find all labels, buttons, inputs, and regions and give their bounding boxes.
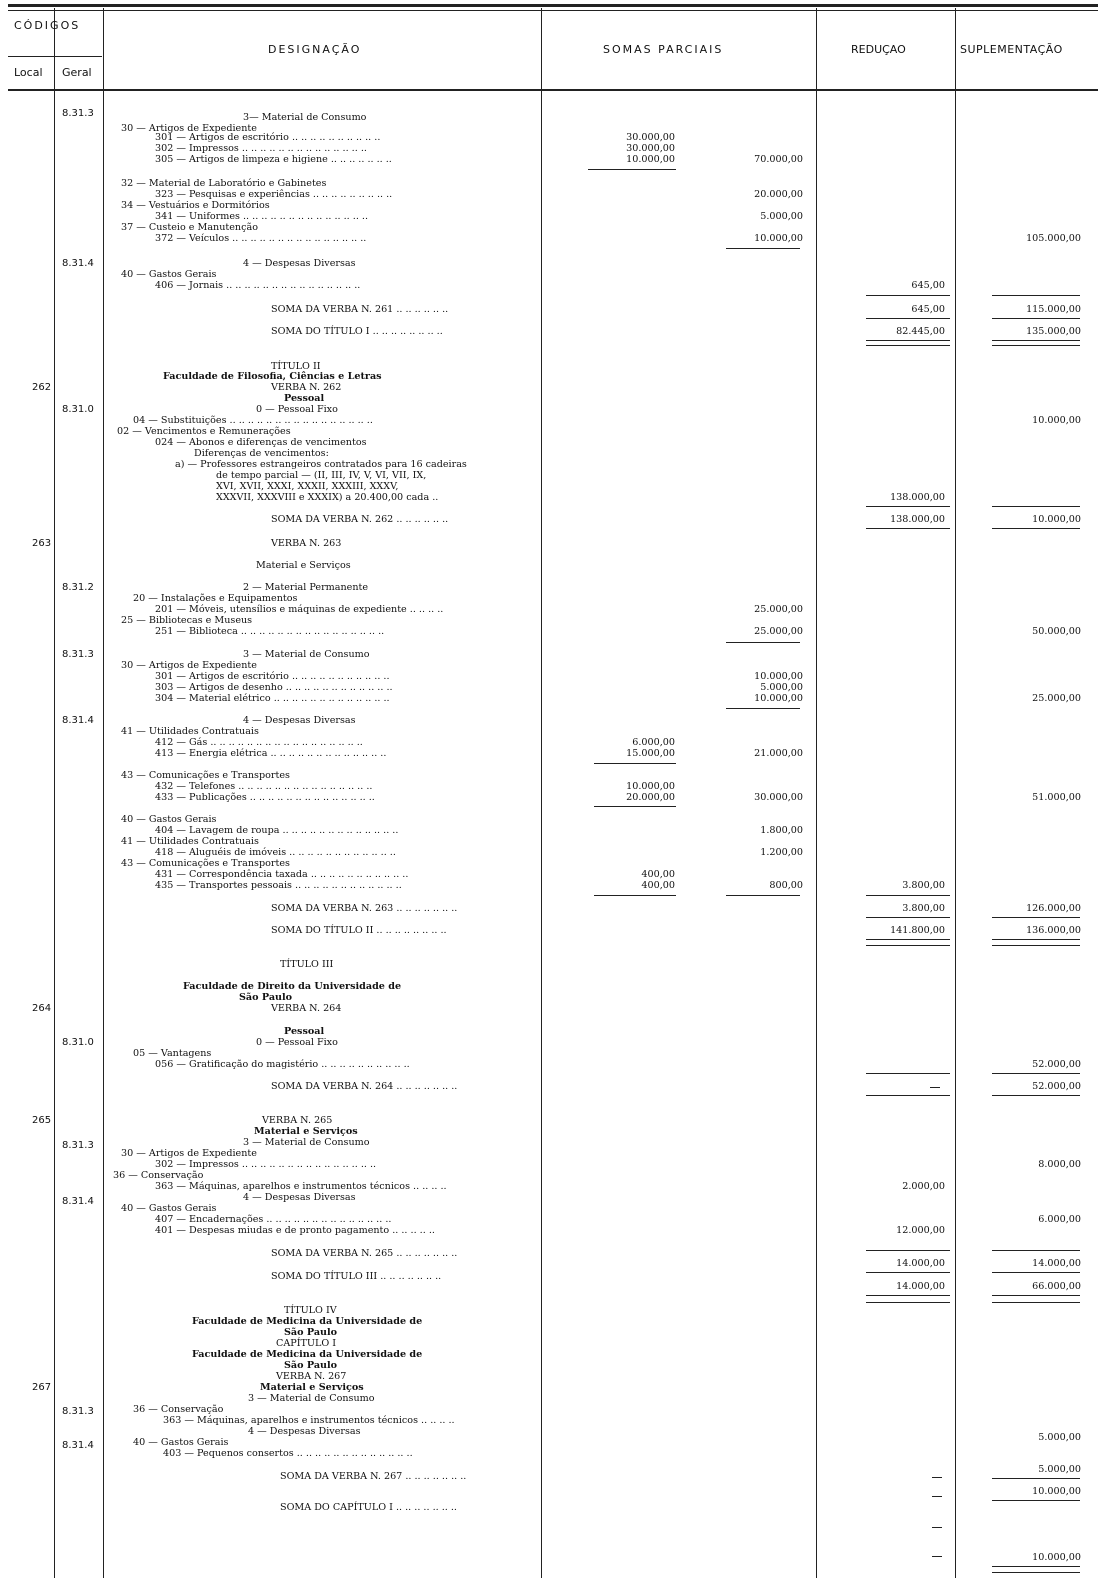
suplementacao-value: 10.000,00 [1032, 1552, 1081, 1563]
designacao-line: 4 — Despesas Diversas [243, 1192, 356, 1203]
top-rule-thin [8, 10, 1098, 11]
somas-parciais-value: 400,00 [641, 869, 675, 880]
designacao-line: 3 — Material de Consumo [243, 649, 370, 660]
sum-rule [992, 1295, 1080, 1296]
sum-rule [866, 1295, 950, 1296]
sum-rule [992, 1500, 1080, 1501]
designacao-line: CAPÍTULO I [276, 1338, 337, 1349]
designacao-line: 363 — Máquinas, aparelhos e instrumentos técnicos .. .. .. .. [155, 1181, 447, 1192]
reducao-value: 141.800,00 [890, 925, 945, 936]
suplementacao-value: 14.000,00 [1032, 1258, 1081, 1269]
somas-parciais-subtotal: 25.000,00 [754, 626, 803, 637]
sum-rule [992, 340, 1080, 341]
designacao-line: 20 — Instalações e Equipamentos [133, 593, 298, 604]
designacao-line: 40 — Gastos Gerais [121, 814, 217, 825]
header-designacao: DESIGNAÇÃO [268, 43, 362, 56]
reducao-value: 645,00 [911, 304, 945, 315]
nil-dash [930, 1087, 940, 1088]
somas-parciais-subtotal: 20.000,00 [754, 189, 803, 200]
designacao-line: 302 — Impressos .. .. .. .. .. .. .. .. .. .. .. .. .. .. .. [155, 1159, 377, 1170]
somas-parciais-value: 15.000,00 [626, 748, 675, 759]
reducao-value: 2.000,00 [902, 1181, 945, 1192]
designacao-line: 056 — Gratificação do magistério .. .. .. .. .. .. .. .. .. .. [155, 1059, 410, 1070]
designacao-line: 3 — Material de Consumo [248, 1393, 375, 1404]
header-codigos: CÓDIGOS [14, 19, 81, 32]
geral-code: 8.31.0 [62, 404, 94, 415]
geral-code: 8.31.3 [62, 1140, 94, 1151]
designacao-line: 43 — Comunicações e Transportes [121, 858, 290, 869]
designacao-line: 36 — Conservação [113, 1170, 204, 1181]
suplementacao-value: 51.000,00 [1032, 792, 1081, 803]
designacao-line: 04 — Substituições .. .. .. .. .. .. .. .. .. .. .. .. .. .. .. .. [133, 415, 373, 426]
designacao-line: São Paulo [284, 1360, 338, 1371]
designacao-line: SOMA DO TÍTULO III .. .. .. .. .. .. .. [271, 1271, 442, 1282]
sum-rule [992, 506, 1080, 507]
suplementacao-value: 5.000,00 [1038, 1432, 1081, 1443]
somas-parciais-subtotal: 1.800,00 [760, 825, 803, 836]
nil-dash [932, 1556, 942, 1557]
sum-rule [866, 1272, 950, 1273]
sum-rule [992, 528, 1080, 529]
somas-parciais-value: 10.000,00 [626, 781, 675, 792]
sum-rule [992, 318, 1080, 319]
suplementacao-value: 136.000,00 [1026, 925, 1081, 936]
designacao-line: TÍTULO III [280, 959, 334, 970]
sum-rule [992, 1272, 1080, 1273]
designacao-line: 418 — Aluguéis de imóveis .. .. .. .. .. .. .. .. .. .. .. .. [155, 847, 396, 858]
reducao-value: 3.800,00 [902, 903, 945, 914]
designacao-line: 30 — Artigos de Expediente [121, 660, 257, 671]
designacao-line: 304 — Material elétrico .. .. .. .. .. .. .. .. .. .. .. .. .. [155, 693, 390, 704]
designacao-line: 363 — Máquinas, aparelhos e instrumentos técnicos .. .. .. .. [163, 1415, 455, 1426]
sum-rule [992, 939, 1080, 940]
designacao-line: 024 — Abonos e diferenças de vencimentos [155, 437, 367, 448]
reducao-value: 138.000,00 [890, 492, 945, 503]
designacao-line: SOMA DA VERBA N. 261 .. .. .. .. .. .. [271, 304, 449, 315]
sum-rule [866, 895, 950, 896]
somas-parciais-value: 30.000,00 [626, 132, 675, 143]
designacao-line: 0 — Pessoal Fixo [256, 404, 338, 415]
suplementacao-value: 52.000,00 [1032, 1081, 1081, 1092]
sum-rule [866, 295, 950, 296]
designacao-line: 3 — Material de Consumo [243, 1137, 370, 1148]
geral-code: 8.31.4 [62, 1196, 94, 1207]
top-rule [8, 4, 1098, 7]
suplementacao-value: 105.000,00 [1026, 233, 1081, 244]
col-rule-local [54, 8, 55, 1578]
designacao-line: SOMA DA VERBA N. 264 .. .. .. .. .. .. .. [271, 1081, 458, 1092]
designacao-line: Material e Serviços [260, 1382, 364, 1393]
somas-parciais-subtotal: 25.000,00 [754, 604, 803, 615]
sum-rule [866, 318, 950, 319]
reducao-value: 12.000,00 [896, 1225, 945, 1236]
suplementacao-value: 5.000,00 [1038, 1464, 1081, 1475]
designacao-line: 201 — Móveis, utensílios e máquinas de expediente .. .. .. .. [155, 604, 444, 615]
designacao-line: 05 — Vantagens [133, 1048, 212, 1059]
reducao-value: 14.000,00 [896, 1281, 945, 1292]
geral-code: 8.31.2 [62, 582, 94, 593]
header-somas-parciais: SOMAS PARCIAIS [603, 43, 724, 56]
designacao-line: 372 — Veículos .. .. .. .. .. .. .. .. .. .. .. .. .. .. .. [155, 233, 367, 244]
sum-rule [726, 708, 800, 709]
sum-rule [992, 945, 1080, 946]
col-rule-geral [103, 8, 104, 1578]
sum-rule [726, 248, 800, 249]
somas-parciais-subtotal: 30.000,00 [754, 792, 803, 803]
sum-rule [726, 895, 800, 896]
designacao-line: 323 — Pesquisas e experiências .. .. .. .. .. .. .. .. .. [155, 189, 393, 200]
designacao-line: XVI, XVII, XXXI, XXXII, XXXIII, XXXV, [216, 481, 399, 492]
designacao-line: São Paulo [239, 992, 293, 1003]
sum-rule [992, 1095, 1080, 1096]
designacao-line: Faculdade de Filosofia, Ciências e Letras [163, 371, 382, 382]
designacao-line: 412 — Gás .. .. .. .. .. .. .. .. .. .. .. .. .. .. .. .. .. [155, 737, 363, 748]
somas-parciais-subtotal: 800,00 [769, 880, 803, 891]
somas-parciais-subtotal: 10.000,00 [754, 671, 803, 682]
local-code: 267 [32, 1382, 52, 1393]
designacao-line: 432 — Telefones .. .. .. .. .. .. .. .. .. .. .. .. .. .. .. [155, 781, 373, 792]
suplementacao-value: 6.000,00 [1038, 1214, 1081, 1225]
designacao-line: VERBA N. 263 [271, 538, 342, 549]
designacao-line: SOMA DA VERBA N. 267 .. .. .. .. .. .. .. [280, 1471, 467, 1482]
designacao-line: 303 — Artigos de desenho .. .. .. .. .. .. .. .. .. .. .. .. [155, 682, 393, 693]
geral-code: 8.31.3 [62, 1406, 94, 1417]
geral-code: 8.31.4 [62, 258, 94, 269]
designacao-line: 25 — Bibliotecas e Museus [121, 615, 253, 626]
local-code: 262 [32, 382, 52, 393]
designacao-line: 403 — Pequenos consertos .. .. .. .. .. .. .. .. .. .. .. .. .. [163, 1448, 413, 1459]
designacao-line: 4 — Despesas Diversas [243, 715, 356, 726]
designacao-line: 433 — Publicações .. .. .. .. .. .. .. .. .. .. .. .. .. .. [155, 792, 375, 803]
designacao-line: 305 — Artigos de limpeza e higiene .. .. .. .. .. .. .. [155, 154, 392, 165]
designacao-line: Diferenças de vencimentos: [194, 448, 329, 459]
sum-rule [866, 1250, 950, 1251]
designacao-line: 413 — Energia elétrica .. .. .. .. .. .. .. .. .. .. .. .. .. [155, 748, 387, 759]
suplementacao-value: 25.000,00 [1032, 693, 1081, 704]
sum-rule [594, 806, 676, 807]
suplementacao-value: 10.000,00 [1032, 415, 1081, 426]
sum-rule [866, 1302, 950, 1303]
designacao-line: Faculdade de Direito da Universidade de [183, 981, 402, 992]
designacao-line: Faculdade de Medicina da Universidade de [192, 1316, 423, 1327]
designacao-line: 37 — Custeio e Manutenção [121, 222, 258, 233]
designacao-line: 251 — Biblioteca .. .. .. .. .. .. .. .. .. .. .. .. .. .. .. .. [155, 626, 385, 637]
sum-rule [992, 917, 1080, 918]
designacao-line: VERBA N. 262 [271, 382, 342, 393]
header-geral: Geral [62, 66, 92, 79]
reducao-value: 82.445,00 [896, 326, 945, 337]
designacao-line: 2 — Material Permanente [243, 582, 369, 593]
designacao-line: 431 — Correspondência taxada .. .. .. .. .. .. .. .. .. .. .. [155, 869, 409, 880]
designacao-line: 4 — Despesas Diversas [248, 1426, 361, 1437]
suplementacao-value: 8.000,00 [1038, 1159, 1081, 1170]
header-bottom-rule [8, 89, 1098, 91]
designacao-line: 34 — Vestuários e Dormitórios [121, 200, 270, 211]
sum-rule [992, 1572, 1080, 1573]
sum-rule [992, 1250, 1080, 1251]
designacao-line: SOMA DA VERBA N. 263 .. .. .. .. .. .. .. [271, 903, 458, 914]
designacao-line: 401 — Despesas miudas e de pronto pagamento .. .. .. .. .. [155, 1225, 435, 1236]
designacao-line: SOMA DA VERBA N. 262 .. .. .. .. .. .. [271, 514, 449, 525]
somas-parciais-subtotal: 1.200,00 [760, 847, 803, 858]
designacao-line: 41 — Utilidades Contratuais [121, 836, 259, 847]
somas-parciais-subtotal: 21.000,00 [754, 748, 803, 759]
sum-rule [866, 945, 950, 946]
sum-rule [992, 345, 1080, 346]
somas-parciais-value: 30.000,00 [626, 143, 675, 154]
geral-code: 8.31.0 [62, 1037, 94, 1048]
designacao-line: Pessoal [284, 1026, 325, 1037]
designacao-line: 4 — Despesas Diversas [243, 258, 356, 269]
designacao-line: Material e Serviços [256, 560, 351, 571]
col-rule-somas [816, 8, 817, 1578]
reducao-value: 3.800,00 [902, 880, 945, 891]
somas-parciais-value: 400,00 [641, 880, 675, 891]
geral-code: 8.31.4 [62, 1440, 94, 1451]
suplementacao-value: 126.000,00 [1026, 903, 1081, 914]
local-code: 264 [32, 1003, 52, 1014]
designacao-line: a) — Professores estrangeiros contratados para 16 cadeiras [175, 459, 467, 470]
designacao-line: 41 — Utilidades Contratuais [121, 726, 259, 737]
designacao-line: 407 — Encadernações .. .. .. .. .. .. .. .. .. .. .. .. .. .. [155, 1214, 392, 1225]
geral-code: 8.31.3 [62, 108, 94, 119]
designacao-line: 02 — Vencimentos e Remunerações [117, 426, 291, 437]
local-code: 265 [32, 1115, 52, 1126]
header-suplementacao: SUPLEMENTAÇÃO [960, 43, 1063, 56]
somas-parciais-value: 6.000,00 [632, 737, 675, 748]
suplementacao-value: 66.000,00 [1032, 1281, 1081, 1292]
designacao-line: 435 — Transportes pessoais .. .. .. .. .. .. .. .. .. .. .. .. [155, 880, 402, 891]
designacao-line: SOMA DA VERBA N. 265 .. .. .. .. .. .. .. [271, 1248, 458, 1259]
designacao-line: TÍTULO II [271, 361, 321, 372]
designacao-line: 301 — Artigos de escritório .. .. .. .. .. .. .. .. .. .. [155, 132, 381, 143]
suplementacao-value: 10.000,00 [1032, 514, 1081, 525]
somas-parciais-value: 10.000,00 [626, 154, 675, 165]
geral-code: 8.31.3 [62, 649, 94, 660]
designacao-line: 32 — Material de Laboratório e Gabinetes [121, 178, 327, 189]
designacao-line: 43 — Comunicações e Transportes [121, 770, 290, 781]
sum-rule [992, 1302, 1080, 1303]
designacao-line: 40 — Gastos Gerais [121, 1203, 217, 1214]
designacao-line: SOMA DO TÍTULO II .. .. .. .. .. .. .. .. [271, 925, 447, 936]
nil-dash [932, 1477, 942, 1478]
sum-rule [866, 939, 950, 940]
sum-rule [866, 1095, 950, 1096]
somas-parciais-subtotal: 10.000,00 [754, 693, 803, 704]
designacao-line: São Paulo [284, 1327, 338, 1338]
nil-dash [932, 1527, 942, 1528]
col-rule-reducao [955, 8, 956, 1578]
sum-rule [866, 340, 950, 341]
designacao-line: 40 — Gastos Gerais [121, 269, 217, 280]
designacao-line: VERBA N. 264 [271, 1003, 342, 1014]
somas-parciais-subtotal: 5.000,00 [760, 211, 803, 222]
suplementacao-value: 10.000,00 [1032, 1486, 1081, 1497]
designacao-line: 406 — Jornais .. .. .. .. .. .. .. .. .. .. .. .. .. .. .. [155, 280, 361, 291]
designacao-line: Pessoal [284, 393, 325, 404]
sum-rule [992, 1478, 1080, 1479]
sum-rule [588, 169, 676, 170]
header-reducao: REDUÇAO [851, 43, 906, 56]
sum-rule [866, 345, 950, 346]
designacao-line: 341 — Uniformes .. .. .. .. .. .. .. .. .. .. .. .. .. .. [155, 211, 369, 222]
sum-rule [992, 1073, 1080, 1074]
col-rule-designacao [541, 8, 542, 1578]
sum-rule [594, 895, 676, 896]
designacao-line: Material e Serviços [254, 1126, 358, 1137]
designacao-line: 30 — Artigos de Expediente [121, 1148, 257, 1159]
suplementacao-value: 115.000,00 [1026, 304, 1081, 315]
sum-rule [866, 528, 950, 529]
designacao-line: TÍTULO IV [284, 1305, 337, 1316]
somas-parciais-subtotal: 5.000,00 [760, 682, 803, 693]
sum-rule [992, 295, 1080, 296]
somas-parciais-value: 20.000,00 [626, 792, 675, 803]
local-code: 263 [32, 538, 52, 549]
designacao-line: 30 — Artigos de Expediente [121, 123, 257, 134]
designacao-line: 36 — Conservação [133, 1404, 224, 1415]
reducao-value: 138.000,00 [890, 514, 945, 525]
suplementacao-value: 52.000,00 [1032, 1059, 1081, 1070]
designacao-line: SOMA DO CAPÍTULO I .. .. .. .. .. .. .. [280, 1502, 457, 1513]
reducao-value: 14.000,00 [896, 1258, 945, 1269]
geral-code: 8.31.4 [62, 715, 94, 726]
sum-rule [594, 763, 676, 764]
designacao-line: SOMA DO TÍTULO I .. .. .. .. .. .. .. .. [271, 326, 443, 337]
somas-parciais-subtotal: 70.000,00 [754, 154, 803, 165]
designacao-line: 302 — Impressos .. .. .. .. .. .. .. .. .. .. .. .. .. .. [155, 143, 367, 154]
sum-rule [866, 506, 950, 507]
sum-rule [866, 1073, 950, 1074]
sum-rule [992, 1566, 1080, 1567]
designacao-line: de tempo parcial — (II, III, IV, V, VI, VII, IX, [216, 470, 427, 481]
header-local: Local [14, 66, 43, 79]
reducao-value: 645,00 [911, 280, 945, 291]
designacao-line: Faculdade de Medicina da Universidade de [192, 1349, 423, 1360]
sum-rule [866, 917, 950, 918]
nil-dash [932, 1496, 942, 1497]
designacao-line: 301 — Artigos de escritório .. .. .. .. .. .. .. .. .. .. .. [155, 671, 390, 682]
designacao-line: 404 — Lavagem de roupa .. .. .. .. .. .. .. .. .. .. .. .. .. [155, 825, 399, 836]
suplementacao-value: 50.000,00 [1032, 626, 1081, 637]
designacao-line: 0 — Pessoal Fixo [256, 1037, 338, 1048]
designacao-line: 3— Material de Consumo [243, 112, 367, 123]
designacao-line: XXXVII, XXXVIII e XXXIX) a 20.400,00 cada .. [216, 492, 439, 503]
sum-rule [726, 642, 800, 643]
suplementacao-value: 135.000,00 [1026, 326, 1081, 337]
designacao-line: 40 — Gastos Gerais [133, 1437, 229, 1448]
codigos-split-rule [8, 56, 102, 57]
designacao-line: VERBA N. 267 [276, 1371, 347, 1382]
designacao-line: VERBA N. 265 [262, 1115, 333, 1126]
somas-parciais-subtotal: 10.000,00 [754, 233, 803, 244]
